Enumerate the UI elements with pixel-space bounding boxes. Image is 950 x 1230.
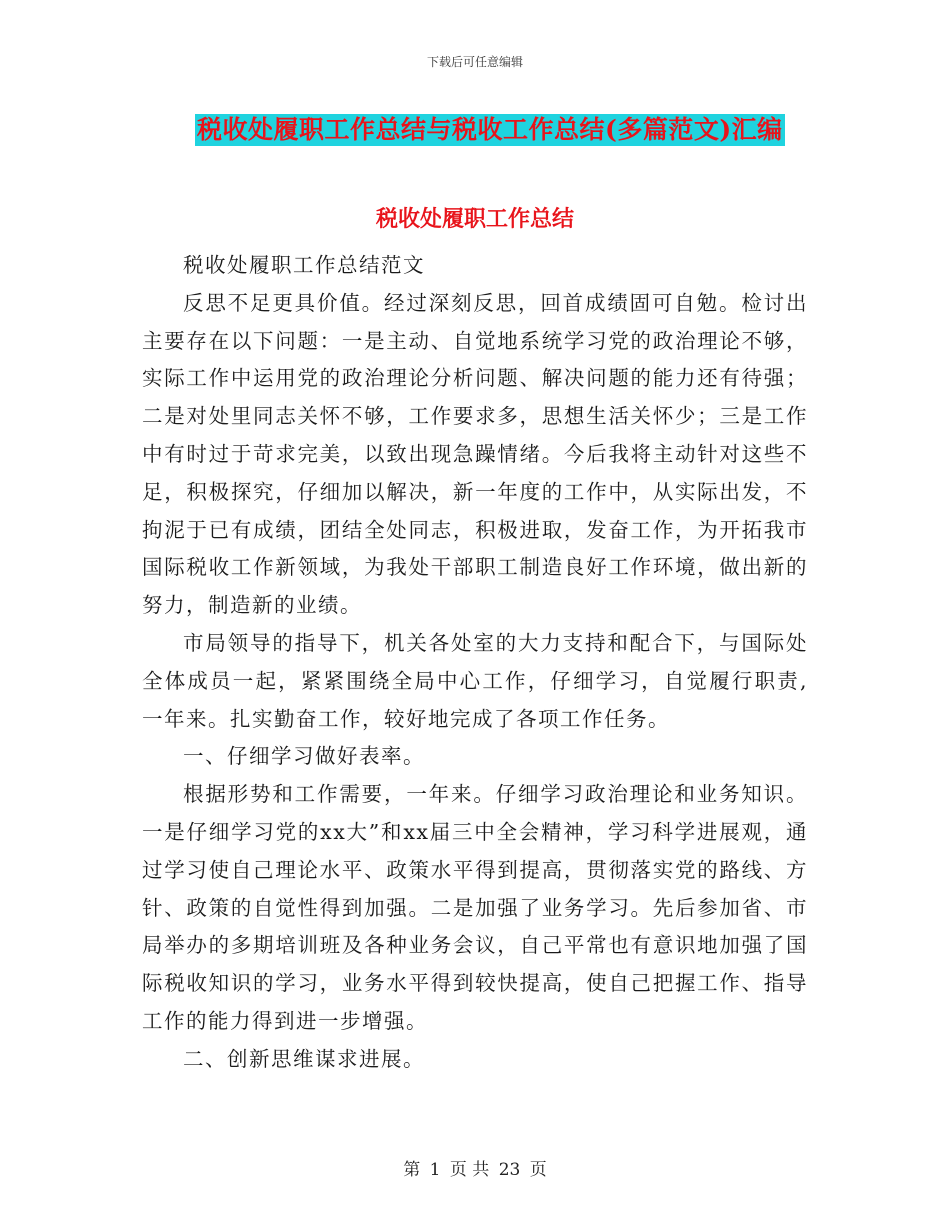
page-total: 23 [498, 1160, 521, 1180]
section-title: 税收处履职工作总结 [375, 206, 574, 232]
footer-suffix: 页 [529, 1160, 547, 1180]
paragraph: 市局领导的指导下，机关各处室的大力支持和配合下，与国际处全体成员一起，紧紧围绕全局中心工作，仔细学习，自觉履行职责,一年来。扎实勤奋工作，较好地完成了各项工作任务。 [142, 630, 808, 731]
paragraph: 一、仔细学习做好表率。 [183, 744, 425, 769]
paragraph: 二、创新思维谋求进展。 [183, 1046, 425, 1071]
footer-prefix: 第 [403, 1160, 421, 1180]
page-number: 1 [429, 1160, 441, 1180]
footer-middle: 页 共 [449, 1160, 490, 1180]
body-text [142, 247, 808, 1079]
paragraph: 根据形势和工作需要，一年来。仔细学习政治理论和业务知识。一是仔细学习党的xx大”和xx届三中全会精神，学习科学进展观，通过学习使自己理论水平、政策水平得到提高，贯彻落实党的路线、方针、政策的自觉性得到加强。二是加强了业务学习。先后参加省、市局举办的多期培训班及各种业务会议，自己平常也有意识地加强了国际税收知识的学习，业务水平得到较快提高，使自己把握工作、指导工作的能力得到进一步增强。 [142, 782, 808, 1033]
paragraph: 税收处履职工作总结范文 [183, 253, 425, 277]
header-note: 下载后可任意编辑 [426, 55, 523, 69]
paragraph: 反思不足更具价值。经过深刻反思，回首成绩固可自勉。检讨出主要存在以下问题：一是主动、自觉地系统学习党的政治理论不够，实际工作中运用党的政治理论分析问题、解决问题的能力还有待强；二是对处里同志关怀不够，工作要求多，思想生活关怀少；三是工作中有时过于苛求完美，以致出现急躁情绪。今后我将主动针对这些不足，积极探究，仔细加以解决，新一年度的工作中，从实际出发，不拘泥于已有成绩，团结全处同志，积极进取，发奋工作，为开拓我市国际税收工作新领域，为我处干部职工制造良好工作环境，做出新的努力，制造新的业绩。 [142, 290, 808, 618]
page-footer [0, 1155, 950, 1180]
document-title: 税收处履职工作总结与税收工作总结(多篇范文)汇编 [197, 115, 783, 144]
